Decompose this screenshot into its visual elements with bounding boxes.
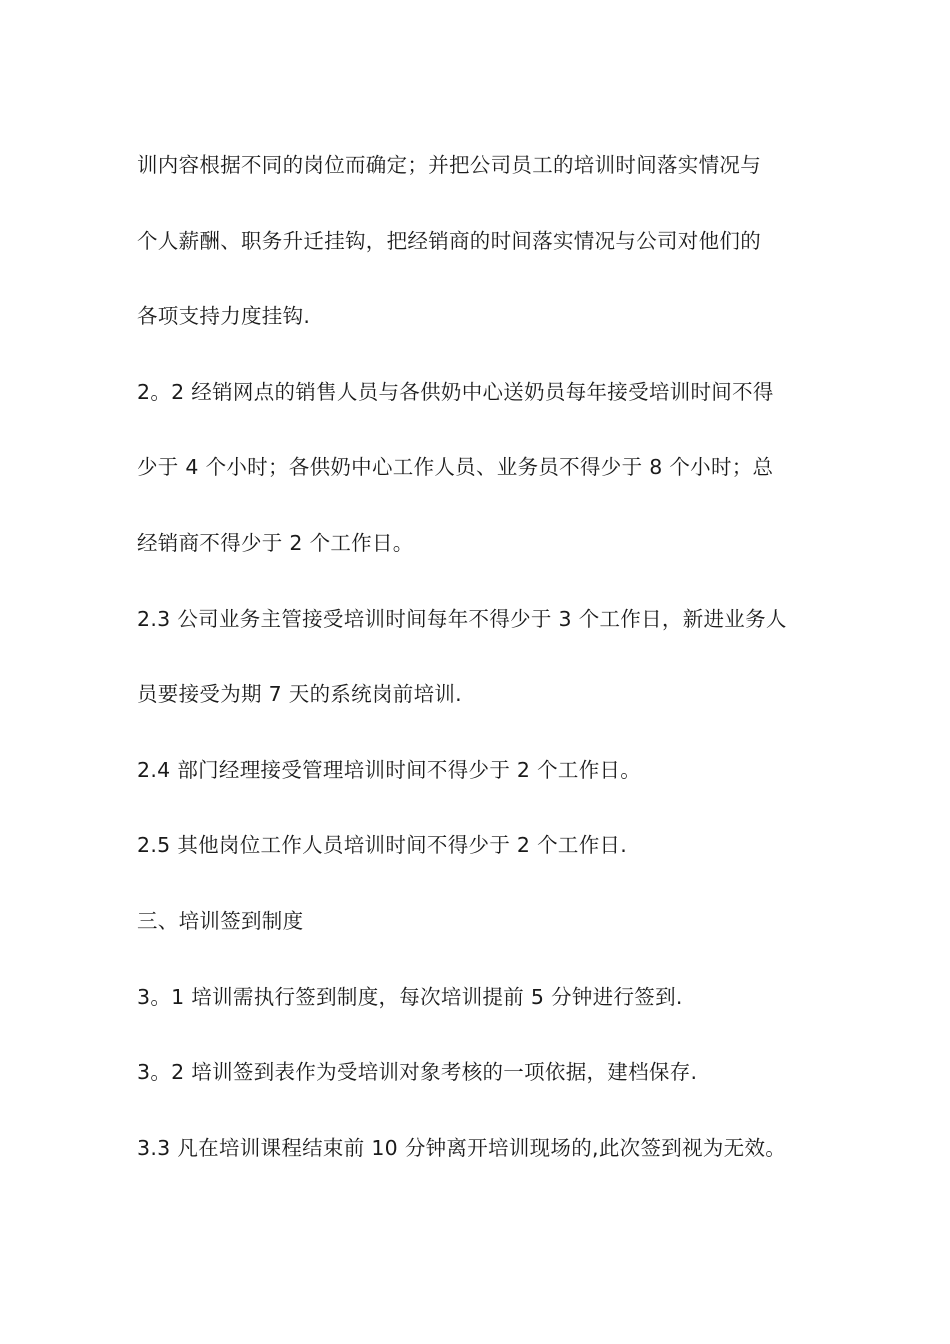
text-line: 训内容根据不同的岗位而确定；并把公司员工的培训时间落实情况与 — [137, 153, 761, 177]
text-line: 3.3 凡在培训课程结束前 10 分钟离开培训现场的,此次签到视为无效。 — [137, 1135, 787, 1160]
text-line: 2.3 公司业务主管接受培训时间每年不得少于 3 个工作日，新进业务人 — [137, 606, 787, 631]
text-line: 2。2 经销网点的销售人员与各供奶中心送奶员每年接受培训时间不得 — [137, 379, 774, 404]
text-line: 3。2 培训签到表作为受培训对象考核的一项依据，建档保存. — [137, 1060, 698, 1085]
text-line: 2.4 部门经理接受管理培训时间不得少于 2 个工作日。 — [137, 757, 642, 782]
text-line: 2.5 其他岗位工作人员培训时间不得少于 2 个工作日. — [137, 833, 628, 858]
section-heading: 三、培训签到制度 — [137, 908, 304, 933]
text-line: 个人薪酬、职务升迁挂钩，把经销商的时间落实情况与公司对他们的 — [137, 228, 761, 253]
document-body — [137, 147, 827, 1205]
text-line: 经销商不得少于 2 个工作日。 — [137, 530, 414, 555]
text-line: 各项支持力度挂钩. — [137, 304, 311, 329]
text-line: 少于 4 个小时；各供奶中心工作人员、业务员不得少于 8 个小时；总 — [137, 455, 774, 480]
text-line: 员要接受为期 7 天的系统岗前培训. — [137, 682, 462, 707]
text-line: 3。1 培训需执行签到制度，每次培训提前 5 分钟进行签到. — [137, 984, 683, 1009]
